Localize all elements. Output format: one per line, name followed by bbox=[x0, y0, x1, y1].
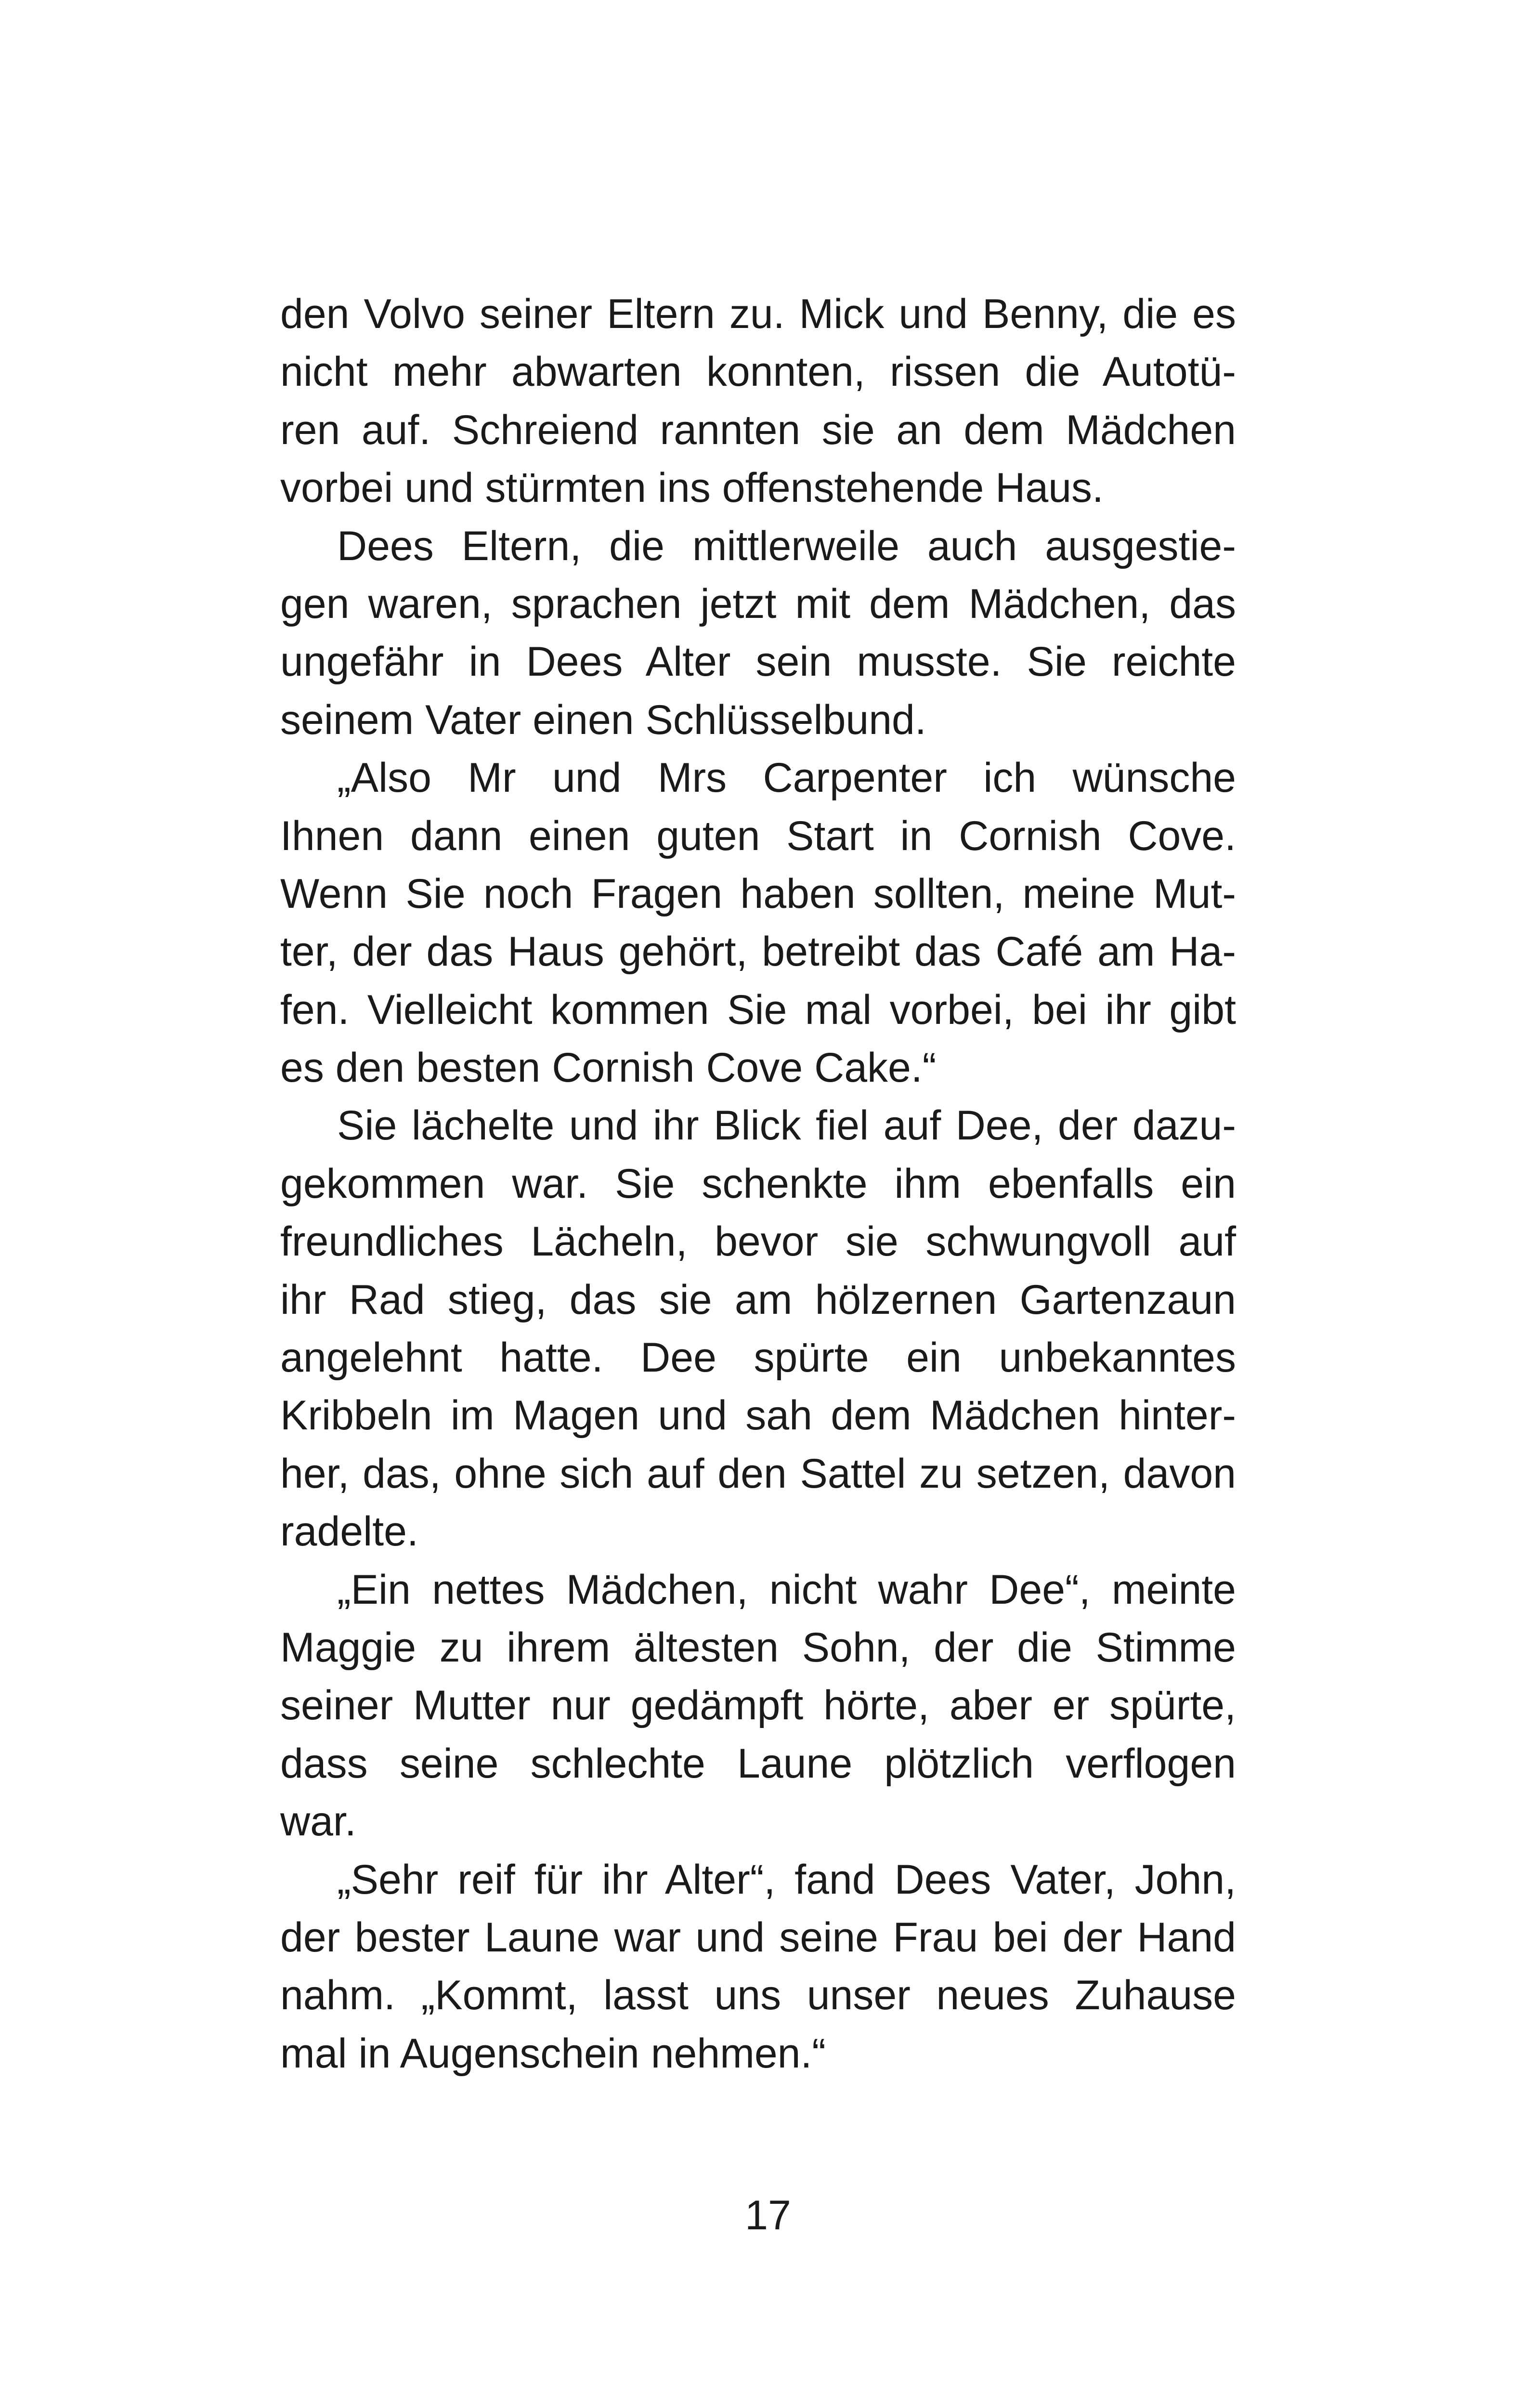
text-line: freundliches Lächeln, bevor sie schwungvoll auf bbox=[280, 1218, 1236, 1265]
text-line: nahm. „Kommt, lasst uns unser neues Zuhause bbox=[280, 1972, 1236, 2019]
text-line: angelehnt hatte. Dee spürte ein unbekanntes bbox=[280, 1335, 1236, 1381]
text-line: Ihnen dann einen guten Start in Cornish Cove. bbox=[280, 812, 1236, 859]
text-line: vorbei und stürmten ins offenstehende Haus. bbox=[280, 465, 1104, 511]
text-line: Wenn Sie noch Fragen haben sollten, meine Mut- bbox=[280, 870, 1236, 917]
text-line: gen waren, sprachen jetzt mit dem Mädchen, das bbox=[280, 580, 1236, 627]
page-number: 17 bbox=[745, 2192, 791, 2238]
text-line: Sie lächelte und ihr Blick fiel auf Dee, der dazu- bbox=[337, 1102, 1236, 1149]
text-line: mal in Augenschein nehmen.“ bbox=[280, 2030, 826, 2077]
text-line: seinem Vater einen Schlüsselbund. bbox=[280, 696, 926, 743]
text-line: den Volvo seiner Eltern zu. Mick und Benny, die es bbox=[280, 291, 1236, 337]
text-line: war. bbox=[280, 1798, 356, 1845]
text-line: dass seine schlechte Laune plötzlich verflogen bbox=[280, 1740, 1236, 1787]
text-line: ren auf. Schreiend rannten sie an dem Mädchen bbox=[280, 406, 1236, 453]
text-line: her, das, ohne sich auf den Sattel zu setzen, davon bbox=[280, 1450, 1236, 1497]
text-line: fen. Vielleicht kommen Sie mal vorbei, bei ihr gibt bbox=[280, 986, 1236, 1033]
text-line: „Also Mr und Mrs Carpenter ich wünsche bbox=[337, 755, 1236, 801]
text-line: Kribbeln im Magen und sah dem Mädchen hinter- bbox=[280, 1392, 1236, 1439]
text-line: ungefähr in Dees Alter sein musste. Sie reichte bbox=[280, 639, 1236, 685]
text-line: seiner Mutter nur gedämpft hörte, aber er spürte, bbox=[280, 1682, 1236, 1729]
text-line: „Ein nettes Mädchen, nicht wahr Dee“, meinte bbox=[337, 1566, 1236, 1613]
text-line: es den besten Cornish Cove Cake.“ bbox=[280, 1045, 937, 1091]
text-line: gekommen war. Sie schenkte ihm ebenfalls ein bbox=[280, 1160, 1236, 1207]
text-line: ihr Rad stieg, das sie am hölzernen Gartenzaun bbox=[280, 1276, 1236, 1323]
text-line: Maggie zu ihrem ältesten Sohn, der die Stimme bbox=[280, 1624, 1236, 1671]
text-line: radelte. bbox=[280, 1508, 418, 1555]
text-line: der bester Laune war und seine Frau bei der Hand bbox=[280, 1914, 1236, 1961]
text-line: nicht mehr abwarten konnten, rissen die Autotü- bbox=[280, 349, 1236, 395]
text-line: ter, der das Haus gehört, betreibt das Café am Ha- bbox=[280, 929, 1236, 975]
body-text bbox=[280, 285, 1236, 2082]
text-line: Dees Eltern, die mittlerweile auch ausgestie- bbox=[337, 523, 1236, 569]
text-line: „Sehr reif für ihr Alter“, fand Dees Vater, John, bbox=[337, 1856, 1236, 1903]
